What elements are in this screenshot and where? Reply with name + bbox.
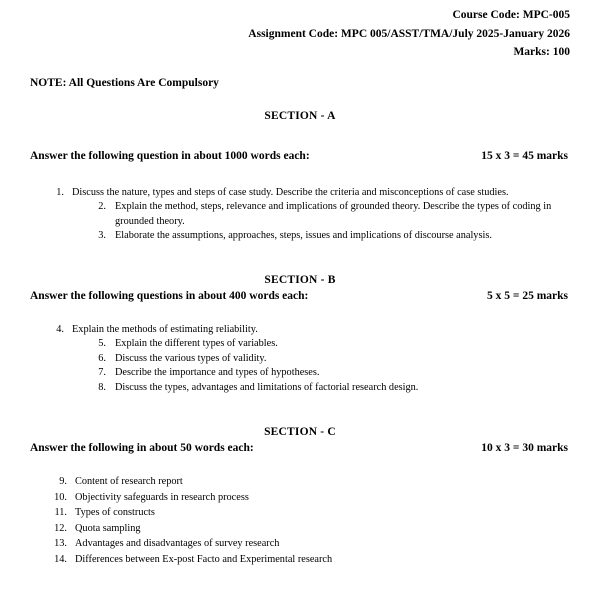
question-text: Elaborate the assumptions, approaches, steps, issues and implications of discourse analysis. bbox=[115, 230, 492, 241]
question-number: 6. bbox=[98, 352, 106, 364]
section-c-instruction-row bbox=[30, 440, 570, 456]
section-c-instruction-text: Answer the following in about 50 words each: bbox=[30, 442, 254, 454]
question-text: Explain the methods of estimating reliability. bbox=[72, 323, 258, 335]
section-b-c-spacer bbox=[30, 395, 570, 426]
question-number: 11. bbox=[54, 507, 67, 519]
question-text: Discuss the various types of validity. bbox=[115, 352, 267, 364]
question-text: Describe the importance and types of hypotheses. bbox=[115, 367, 320, 378]
question-item bbox=[30, 337, 570, 352]
question-text: Advantages and disadvantages of survey research bbox=[75, 538, 280, 550]
question-text: Differences between Ex-post Facto and Experimental research bbox=[75, 553, 333, 565]
course-code-line: Course Code: MPC-005 bbox=[452, 9, 570, 21]
question-text: Discuss the nature, types and steps of case study. Describe the criteria and misconceptions of case studies. bbox=[72, 186, 509, 198]
section-b-question-list bbox=[30, 323, 570, 396]
question-number: 5. bbox=[98, 338, 106, 349]
question-item bbox=[30, 536, 570, 552]
question-item bbox=[30, 229, 570, 244]
question-text: Objectivity safeguards in research process bbox=[75, 491, 249, 503]
question-number: 4. bbox=[56, 323, 64, 335]
section-b-heading: SECTION - B bbox=[264, 273, 336, 286]
section-a-marks: 15 x 3 = 45 marks bbox=[481, 149, 568, 162]
assignment-code-line: Assignment Code: MPC 005/ASST/TMA/July 2025-January 2026 bbox=[248, 27, 570, 40]
question-text: Content of research report bbox=[75, 476, 183, 487]
question-text: Discuss the types, advantages and limitations of factorial research design. bbox=[115, 381, 419, 393]
section-b-marks: 5 x 5 = 25 marks bbox=[487, 289, 568, 302]
document-header bbox=[30, 0, 570, 62]
section-a-b-spacer bbox=[30, 244, 570, 274]
question-number: 2. bbox=[98, 201, 106, 212]
section-c-question-list bbox=[30, 474, 570, 568]
marks-total-line: Marks: 100 bbox=[513, 46, 570, 58]
question-item bbox=[30, 552, 570, 568]
section-a-heading: SECTION - A bbox=[264, 109, 336, 122]
question-item bbox=[30, 474, 570, 490]
question-item bbox=[30, 505, 570, 521]
question-number: 10. bbox=[54, 491, 67, 503]
question-item bbox=[30, 490, 570, 506]
section-a-question-list bbox=[30, 186, 570, 244]
question-text: Explain the different types of variables. bbox=[115, 338, 278, 349]
question-item bbox=[30, 200, 570, 229]
question-number: 3. bbox=[98, 230, 106, 241]
question-item bbox=[30, 521, 570, 537]
question-item bbox=[30, 352, 570, 367]
section-a-instruction-row bbox=[30, 148, 570, 164]
question-number: 8. bbox=[98, 381, 106, 393]
question-number: 12. bbox=[54, 522, 67, 534]
question-item bbox=[30, 323, 570, 338]
question-text: Explain the method, steps, relevance and implications of grounded theory. Describe the types of coding in grounded theory. bbox=[115, 201, 552, 227]
section-b-instruction-text: Answer the following questions in about 400 words each: bbox=[30, 289, 309, 302]
question-number: 13. bbox=[54, 538, 67, 550]
question-number: 9. bbox=[59, 476, 67, 487]
question-text: Quota sampling bbox=[75, 522, 141, 534]
compulsory-note: NOTE: All Questions Are Compulsory bbox=[30, 76, 219, 89]
section-c-marks: 10 x 3 = 30 marks bbox=[481, 442, 568, 454]
question-item bbox=[30, 186, 570, 201]
question-number: 1. bbox=[56, 186, 64, 198]
section-a-instruction-text: Answer the following question in about 1000 words each: bbox=[30, 149, 310, 162]
section-b-instruction-row bbox=[30, 288, 570, 304]
question-item bbox=[30, 366, 570, 381]
question-number: 14. bbox=[54, 553, 67, 565]
section-c-heading: SECTION - C bbox=[264, 426, 336, 438]
question-number: 7. bbox=[98, 367, 106, 378]
question-item bbox=[30, 381, 570, 396]
question-text: Types of constructs bbox=[75, 507, 155, 519]
